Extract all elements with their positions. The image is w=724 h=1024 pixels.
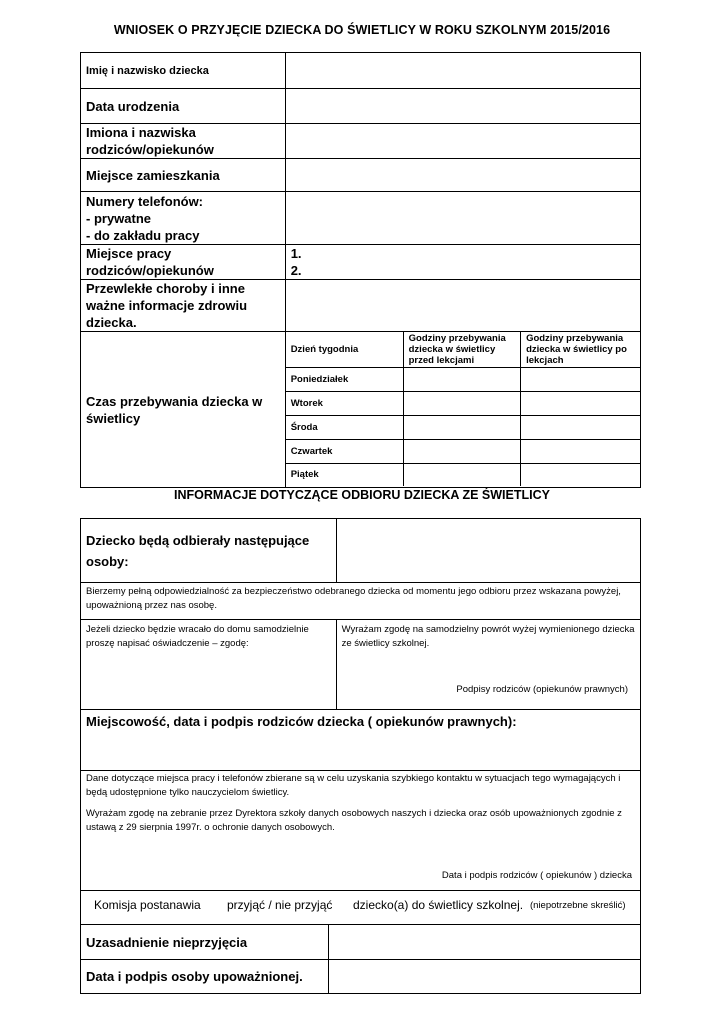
place-date-signature[interactable]: Miejscowość, data i podpis rodziców dziecka ( opiekunów prawnych): bbox=[81, 710, 641, 771]
responsibility-text: Bierzemy pełną odpowiedzialność za bezpieczeństwo odebranego dziecka od momentu jego odbioru przez wskazana powyżej, upoważnioną przez nas osobę. bbox=[81, 583, 641, 620]
rejection-reason-field[interactable] bbox=[328, 925, 640, 960]
pickup-persons-label: Dziecko będą odbierały następujące osoby: bbox=[81, 519, 337, 583]
schedule-before-field[interactable] bbox=[403, 439, 520, 463]
phones-label: Numery telefonów: - prywatne - do zakładu pracy bbox=[81, 192, 286, 245]
health-info-field[interactable] bbox=[285, 280, 640, 332]
schedule-before-field[interactable] bbox=[403, 391, 520, 415]
child-name-field[interactable] bbox=[285, 53, 640, 89]
schedule-before-field[interactable] bbox=[403, 463, 520, 486]
data-consent-block bbox=[81, 771, 641, 891]
schedule-after-field[interactable] bbox=[521, 367, 640, 391]
parents-signature-label: Podpisy rodziców (opiekunów prawnych) bbox=[456, 684, 628, 695]
workplace-label: Miejsce pracy rodziców/opiekunów bbox=[81, 245, 286, 280]
decision-table bbox=[80, 924, 641, 994]
schedule-cell bbox=[285, 332, 640, 488]
schedule-after-field[interactable] bbox=[521, 415, 640, 439]
strike-note: (niepotrzebne skreślić) bbox=[530, 900, 626, 911]
schedule-day: Poniedziałek bbox=[286, 367, 403, 391]
schedule-after-field[interactable] bbox=[521, 391, 640, 415]
date-signature-label: Data i podpis rodziców ( opiekunów ) dziecka bbox=[441, 870, 632, 881]
schedule-day: Czwartek bbox=[286, 439, 403, 463]
child-data-table bbox=[80, 52, 641, 488]
birth-date-field[interactable] bbox=[285, 89, 640, 124]
schedule-after-field[interactable] bbox=[521, 439, 640, 463]
schedule-day: Środa bbox=[286, 415, 403, 439]
data-info-text: Dane dotyczące miejsca pracy i telefonów zbierane są w celu uzyskania szybkiego kontaktu w sytuacjach tego wymagających i będą udostępnione tylko nauczycielom świetlicy. bbox=[86, 773, 621, 798]
rejection-reason-label: Uzasadnienie nieprzyjęcia bbox=[81, 925, 329, 960]
pickup-table bbox=[80, 518, 641, 891]
schedule-after-field[interactable] bbox=[521, 463, 640, 486]
pickup-persons-field[interactable] bbox=[336, 519, 640, 583]
health-info-label: Przewlekłe choroby i inne ważne informacje zdrowiu dziecka. bbox=[81, 280, 286, 332]
schedule-header-day: Dzień tygodnia bbox=[286, 332, 403, 367]
authorized-signature-field[interactable] bbox=[328, 960, 640, 994]
child-to-club-text: dziecko(a) do świetlicy szkolnej. bbox=[353, 898, 524, 912]
address-field[interactable] bbox=[285, 159, 640, 192]
schedule-table bbox=[286, 332, 640, 486]
birth-date-label: Data urodzenia bbox=[81, 89, 286, 124]
committee-decision bbox=[80, 890, 641, 925]
schedule-day: Piątek bbox=[286, 463, 403, 486]
self-return-consent[interactable]: Wyrażam zgodę na samodzielny powrót wyżej wymienionego dziecka ze świetlicy szkolnej. Podpisy rodziców (opiekunów prawnych) bbox=[336, 620, 640, 710]
schedule-header-before: Godziny przebywania dziecka w świetlicy przed lekcjami bbox=[403, 332, 520, 367]
schedule-header-after: Godziny przebywania dziecka w świetlicy po lekcjach bbox=[521, 332, 640, 367]
accept-reject-choice[interactable]: przyjąć / nie przyjąć bbox=[227, 898, 333, 912]
parents-names-label: Imiona i nazwiska rodziców/opiekunów bbox=[81, 124, 286, 159]
committee-label: Komisja postanawia bbox=[94, 898, 201, 912]
workplace-field[interactable]: 1. 2. bbox=[285, 245, 640, 280]
phones-field[interactable] bbox=[285, 192, 640, 245]
parents-names-field[interactable] bbox=[285, 124, 640, 159]
authorized-signature-label: Data i podpis osoby upoważnionej. bbox=[81, 960, 329, 994]
schedule-before-field[interactable] bbox=[403, 415, 520, 439]
pickup-section-title: INFORMACJE DOTYCZĄCE ODBIORU DZIECKA ZE ŚWIETLICY bbox=[174, 488, 550, 502]
self-return-instruction: Jeżeli dziecko będzie wracało do domu samodzielnie proszę napisać oświadczenie – zgodę: bbox=[81, 620, 337, 710]
address-label: Miejsce zamieszkania bbox=[81, 159, 286, 192]
schedule-before-field[interactable] bbox=[403, 367, 520, 391]
schedule-day: Wtorek bbox=[286, 391, 403, 415]
child-name-label: Imię i nazwisko dziecka bbox=[81, 53, 286, 89]
data-consent-text: Wyrażam zgodę na zebranie przez Dyrektora szkoły danych osobowych naszych i dziecka oraz osób upoważnionych zgodnie z ustawą z 29 sierpnia 1997r. o ochronie danych osobowych. bbox=[86, 808, 622, 833]
page-title: WNIOSEK O PRZYJĘCIE DZIECKA DO ŚWIETLICY W ROKU SZKOLNYM 2015/2016 bbox=[113, 23, 611, 37]
time-in-club-label: Czas przebywania dziecka w świetlicy bbox=[81, 332, 286, 488]
